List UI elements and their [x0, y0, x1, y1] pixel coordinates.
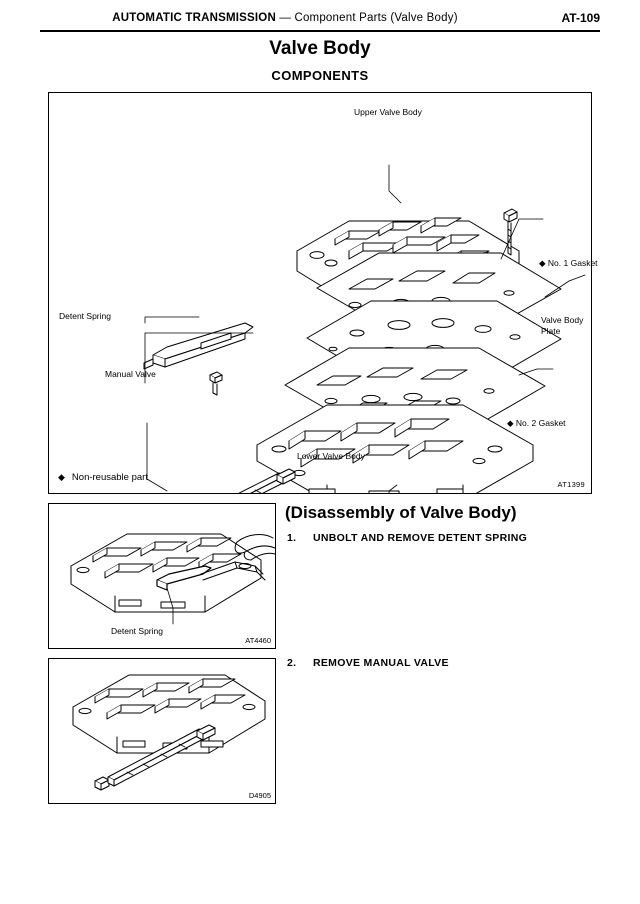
label-valve-body-plate-line2: Plate	[541, 326, 561, 336]
page-header	[40, 10, 600, 32]
figure-code: AT1399	[557, 480, 585, 489]
label-no1-gasket-text: No. 1 Gasket	[547, 258, 598, 268]
detent-spring-figure-code: AT4460	[245, 636, 271, 645]
components-subtitle: COMPONENTS	[271, 68, 369, 83]
label-no2-gasket	[507, 418, 566, 429]
diamond-marker-1: ◆	[539, 258, 546, 268]
non-reusable-note-text: Non-reusable part	[71, 472, 148, 483]
valve-body-exploded-figure	[48, 92, 598, 494]
step-1	[287, 532, 527, 544]
step-2-number: 2.	[287, 657, 297, 669]
page-number: AT-109	[561, 11, 600, 25]
detent-spring-figure-label: Detent Spring	[111, 626, 163, 636]
header-title-sub: — Component Parts (Valve Body)	[279, 12, 458, 24]
label-valve-body-plate-line1: Valve Body	[541, 315, 584, 325]
step-1-number: 1.	[287, 532, 297, 544]
diamond-marker-legend: ◆	[58, 472, 65, 482]
step-2-text: REMOVE MANUAL VALVE	[313, 657, 449, 669]
detent-spring-figure	[48, 503, 276, 649]
non-reusable-note	[58, 472, 148, 483]
step-1-text: UNBOLT AND REMOVE DETENT SPRING	[313, 532, 528, 544]
header-title-main: AUTOMATIC TRANSMISSION	[112, 12, 276, 24]
manual-valve-figure	[48, 658, 276, 804]
label-detent-spring: Detent Spring	[59, 311, 111, 321]
page-title: Valve Body	[269, 38, 371, 59]
label-upper-valve-body: Upper Valve Body	[354, 107, 422, 117]
label-lower-valve-body: Lower Valve Body	[297, 451, 365, 461]
diamond-marker-2: ◆	[507, 418, 514, 428]
section-heading: (Disassembly of Valve Body)	[285, 503, 517, 522]
manual-valve-figure-code: D4905	[248, 791, 271, 800]
header-divider	[40, 30, 600, 32]
valve-body-diagram-graphic	[49, 93, 591, 493]
label-manual-valve: Manual Valve	[105, 369, 156, 379]
manual-valve-figure-graphic	[49, 659, 275, 803]
step-2	[287, 657, 449, 669]
label-valve-body-plate	[541, 315, 583, 337]
label-no1-gasket	[539, 258, 598, 269]
header-title	[40, 12, 530, 24]
label-no2-gasket-text: No. 2 Gasket	[515, 418, 566, 428]
